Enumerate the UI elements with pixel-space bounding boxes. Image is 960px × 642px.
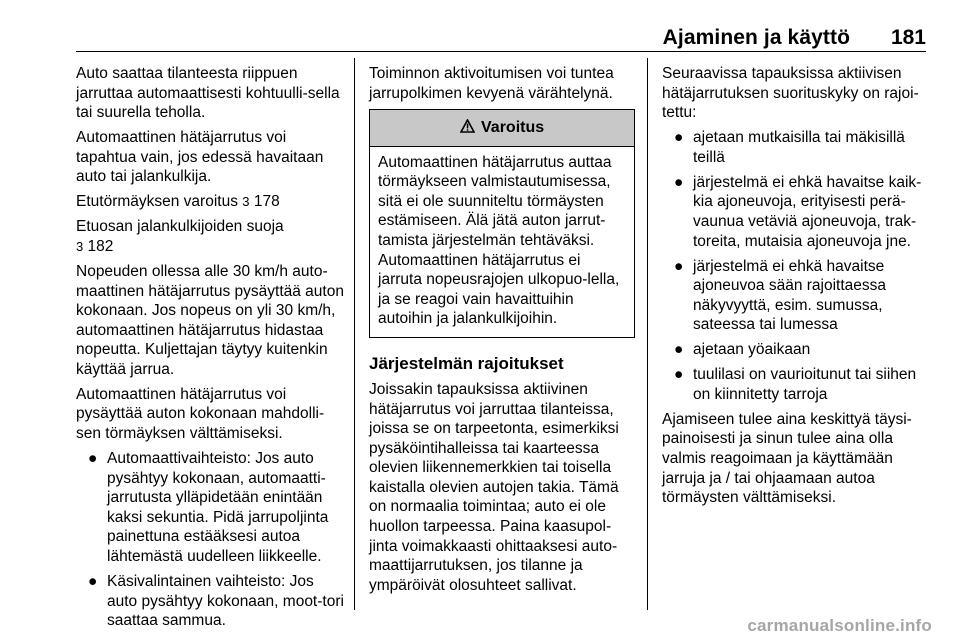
- bullet-icon: ●: [674, 341, 684, 359]
- section-heading: Järjestelmän rajoitukset: [369, 353, 564, 373]
- reference-text: Etutörmäyksen varoitus: [76, 193, 238, 211]
- list-item: [662, 365, 928, 404]
- page-number: 181: [890, 26, 926, 49]
- paragraph: Auto saattaa tilanteesta riippuen jarruttaa automaattisesti kohtuulli-sella tai suurella teholla.: [76, 65, 340, 122]
- reference-text: Etuosan jalankulkijoiden suoja: [76, 218, 284, 236]
- column-3: [662, 64, 928, 513]
- bullet-list: [76, 449, 344, 631]
- paragraph: Ajamiseen tulee aina keskittyä täysi-painoisesti ja sinun tulee aina olla valmis reagoimaan ja käyttämään jarruja ja / tai ohjaamaan autoa törmäysten välttämiseksi.: [662, 410, 912, 507]
- warning-title: Varoitus: [481, 118, 545, 136]
- bullet-icon: ●: [674, 257, 684, 275]
- bullet-list: [662, 128, 928, 404]
- list-item: [662, 257, 928, 335]
- bullet-icon: ●: [674, 366, 684, 384]
- list-item-text: Käsivalintainen vaihteisto: Jos auto pysähtyy kokonaan, moot-tori saattaa sammua.: [107, 572, 344, 630]
- cross-reference[interactable]: [76, 192, 344, 212]
- list-item-text: järjestelmä ei ehkä havaitse kaik-kia ajoneuvoja, erityisesti perä-vaunua vetäviä ajoneuvoja, trak-toreita, mutaisia ajoneuvoja jne.: [693, 173, 922, 250]
- warning-box: [369, 109, 635, 338]
- column-1: [76, 64, 344, 636]
- paragraph: Automaattinen hätäjarrutus voi tapahtua vain, jos edessä havaitaan auto tai jalankulkija.: [76, 129, 324, 186]
- paragraph: Nopeuden ollessa alle 30 km/h auto-maattinen hätäjarrutus pysäyttää auton kokonaan. Jos nopeus on yli 30 km/h, automaattinen hätäjarrutus hidastaa nopeutta. Kuljettajan täytyy kuitenkin käyttää jarrua.: [76, 262, 344, 378]
- paragraph: Joissakin tapauksissa aktiivinen hätäjarrutus voi jarruttaa tilanteissa, joissa se on tarpeetonta, esimerkiksi pysäköintihalleissa tai kaarteessa olevien liikennemerkkien tai toisella kaistalla olevien autojen takia. Tämä on normaalia toimintaa; auto ei ole huollon tarpeessa. Paina kaasupol-jinta voimakkaasti ohittaaksesi auto-maattijarrutuksen, jos tilanne ja ympäröivät olosuhteet sallivat.: [369, 380, 619, 594]
- reference-arrow-icon: 3: [76, 238, 84, 254]
- list-item-text: Automaattivaihteisto: Jos auto pysähtyy kokonaan, automaatti-jarrutusta ylläpidetään enintään kaksi sekuntia. Pidä jarrupoljinta painettuna estääksesi autoa lähtemästä uudelleen liikkeelle.: [107, 450, 329, 565]
- reference-page: 182: [87, 237, 114, 255]
- list-item-text: tuulilasi on vaurioitunut tai siihen on kiinnitetty tarroja: [693, 366, 917, 403]
- list-item: [662, 128, 928, 167]
- bullet-icon: ●: [88, 572, 98, 590]
- list-item-text: ajetaan mutkaisilla tai mäkisillä teillä: [693, 129, 905, 166]
- reference-arrow-icon: 3: [242, 194, 250, 210]
- column-divider-1: [354, 58, 355, 610]
- cross-reference[interactable]: [76, 217, 344, 256]
- list-item-text: järjestelmä ei ehkä havaitse ajoneuvoa sään rajoittaessa näkyvyyttä, esim. sumussa, sateessa tai lumessa: [693, 257, 887, 334]
- list-item: [76, 449, 344, 567]
- header-rule: [76, 51, 926, 52]
- bullet-icon: ●: [674, 173, 684, 191]
- reference-page: 178: [253, 193, 280, 211]
- warning-header: [370, 110, 634, 147]
- paragraph: Automaattinen hätäjarrutus voi pysäyttää auton kokonaan mahdolli-sen törmäyksen välttämiseksi.: [76, 385, 325, 443]
- warning-triangle-icon: [460, 119, 479, 136]
- bullet-icon: ●: [88, 450, 98, 468]
- watermark: carmanualsonline.info: [747, 616, 932, 635]
- column-divider-2: [647, 58, 648, 610]
- column-2: [369, 64, 635, 601]
- paragraph: Seuraavissa tapauksissa aktiivisen hätäjarrutuksen suorituskyky on rajoi-tettu:: [662, 65, 919, 122]
- page-header-title: Ajaminen ja käyttö: [662, 26, 850, 49]
- paragraph: Toiminnon aktivoitumisen voi tuntea jarrupolkimen kevyenä värähtelynä.: [369, 65, 614, 102]
- list-item: [662, 340, 928, 360]
- list-item-text: ajetaan yöaikaan: [693, 341, 811, 359]
- list-item: [76, 572, 344, 631]
- bullet-icon: ●: [674, 129, 684, 147]
- warning-text: Automaattinen hätäjarrutus auttaa törmäykseen valmistautumisessa, sitä ei ole suunniteltu törmäysten estämiseen. Älä jätä auton jarrut-tamista järjestelmän tehtäväksi. Automaattinen hätäjarrutus ei jarruta nopeusrajojen ulkopuo-lella, ja se reagoi vain havaittuihin autoihin ja jalankulkijoihin.: [378, 153, 620, 328]
- list-item: [662, 173, 928, 251]
